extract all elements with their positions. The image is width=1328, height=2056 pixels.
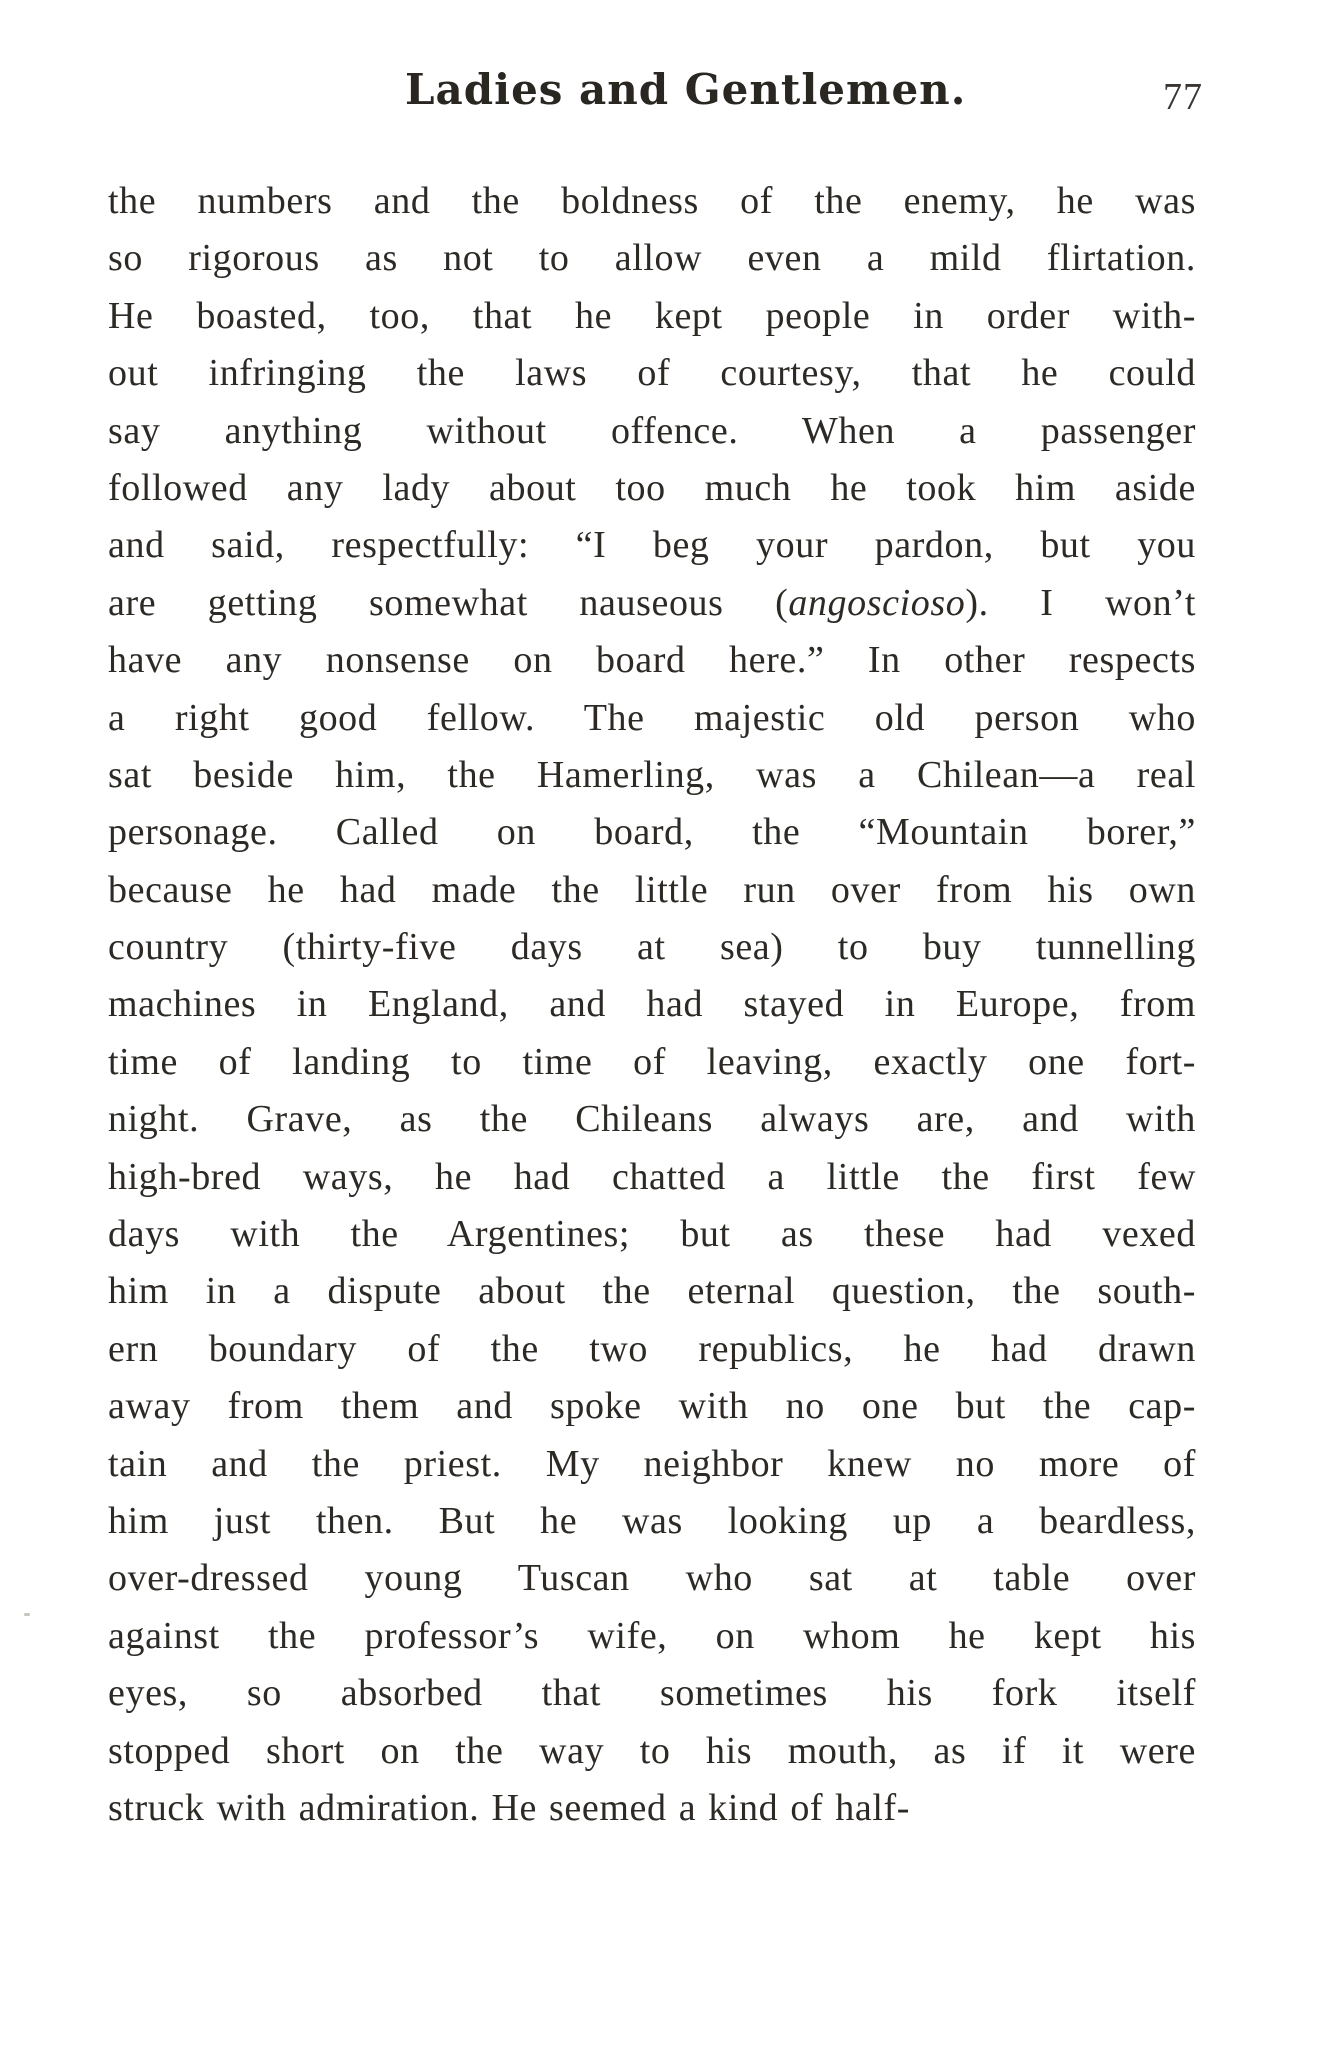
text-line: him in a dispute about the eternal question, the south- bbox=[108, 1270, 1196, 1313]
text-line: him just then. But he was looking up a beardless, bbox=[108, 1499, 1196, 1542]
text-line: have any nonsense on board here.” In other respects bbox=[108, 639, 1196, 682]
body-text bbox=[108, 173, 1196, 1837]
text-line: machines in England, and had stayed in Europe, from bbox=[108, 983, 1196, 1026]
page-header bbox=[0, 60, 1328, 120]
text-line: struck with admiration. He seemed a kind of half- bbox=[108, 1786, 911, 1829]
text-line: and said, respectfully: “I beg your pardon, but you bbox=[108, 524, 1196, 567]
text-line: eyes, so absorbed that sometimes his fork itself bbox=[108, 1672, 1196, 1715]
text-line: high-bred ways, he had chatted a little the first few bbox=[108, 1155, 1196, 1198]
text-line: days with the Argentines; but as these had vexed bbox=[108, 1213, 1196, 1256]
text-line: tain and the priest. My neighbor knew no more of bbox=[108, 1442, 1196, 1485]
paper-speck bbox=[24, 1613, 30, 1616]
running-title: Ladies and Gentlemen. bbox=[405, 65, 967, 114]
text-line: are getting somewhat nauseous (angoscioso). I won’t bbox=[108, 581, 1196, 624]
text-line: a right good fellow. The majestic old person who bbox=[108, 696, 1196, 739]
text-line: so rigorous as not to allow even a mild flirtation. bbox=[108, 237, 1196, 280]
text-line: away from them and spoke with no one but the cap- bbox=[108, 1385, 1196, 1428]
text-line: sat beside him, the Hamerling, was a Chilean—a real bbox=[108, 753, 1196, 796]
text-line: out infringing the laws of courtesy, that he could bbox=[108, 352, 1196, 395]
text-line: He boasted, too, that he kept people in order with- bbox=[108, 294, 1196, 337]
text-line: followed any lady about too much he took him aside bbox=[108, 466, 1196, 509]
italic-term: angoscioso bbox=[788, 581, 966, 624]
text-line: stopped short on the way to his mouth, as if it were bbox=[108, 1729, 1196, 1772]
page-number: 77 bbox=[1163, 76, 1203, 118]
text-line: because he had made the little run over from his own bbox=[108, 868, 1196, 911]
text-line: country (thirty-five days at sea) to buy tunnelling bbox=[108, 926, 1196, 969]
text-line: the numbers and the boldness of the enemy, he was bbox=[108, 180, 1196, 222]
text-line: ern boundary of the two republics, he had drawn bbox=[108, 1327, 1196, 1370]
text-line: against the professor’s wife, on whom he kept his bbox=[108, 1614, 1196, 1657]
text-line: over-dressed young Tuscan who sat at table over bbox=[108, 1557, 1196, 1600]
text-line: personage. Called on board, the “Mountain borer,” bbox=[108, 811, 1196, 854]
text-line: say anything without offence. When a passenger bbox=[108, 409, 1196, 452]
text-line: night. Grave, as the Chileans always are, and with bbox=[108, 1098, 1196, 1141]
text-line: time of landing to time of leaving, exactly one fort- bbox=[108, 1040, 1196, 1083]
